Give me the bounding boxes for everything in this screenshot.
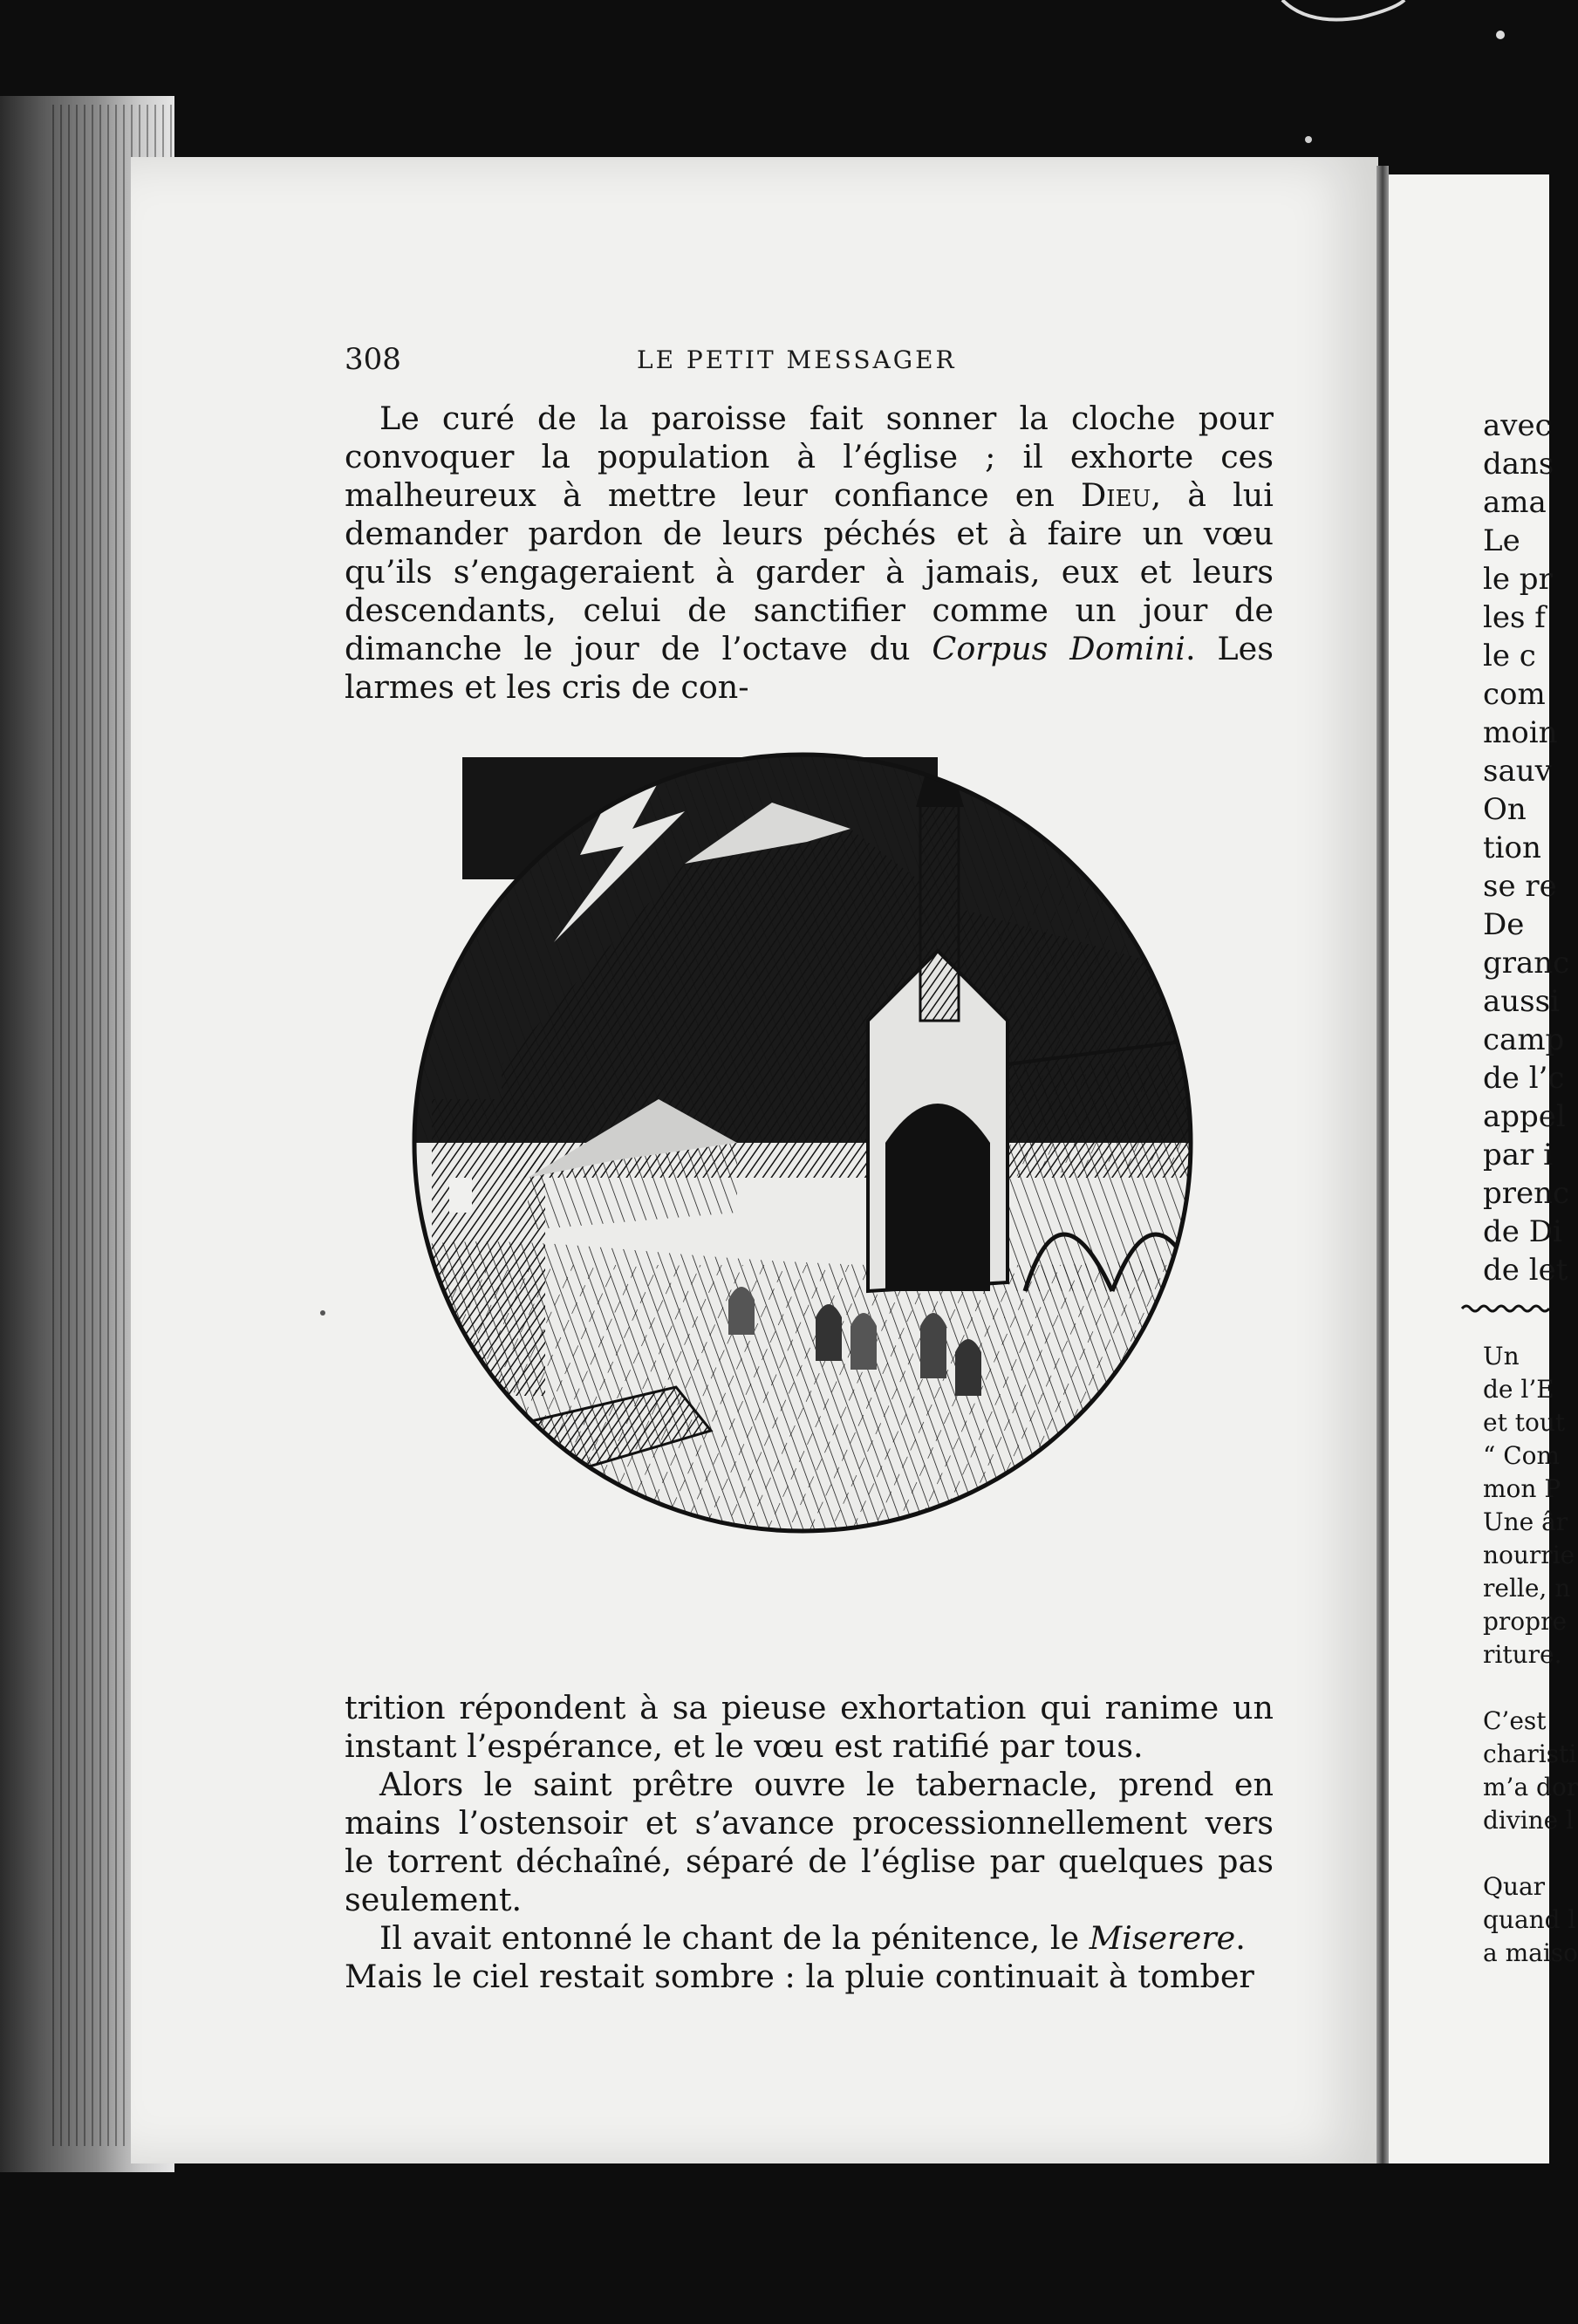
text-dieu: Dieu [1081,476,1151,514]
fragment-line: charisti [1483,1740,1577,1768]
bottom-text-block [345,1689,1274,1996]
fragment-line: prenc [1483,1176,1570,1211]
text-run: . [1235,1919,1246,1957]
text-miserere: Miserere [1089,1919,1236,1957]
fragment-line: mon P [1483,1474,1561,1503]
text-corpus-domini: Corpus Domini [932,630,1185,667]
fragment-line: Un [1483,1342,1520,1370]
fragment-line: Quar [1483,1872,1546,1901]
fragment-line: de Di [1483,1214,1562,1249]
paragraph-contrition: trition répondent à sa pieuse exhortation qui ranime un instant l’espérance, et le vœu est ratifié par tous. [345,1689,1274,1765]
text-run: , à lui demander pardon de leurs péchés et à faire un vœu qu’ils s’engageraient à garder à jamais, eux et leurs descendants, celui de sanctifier comme un jour de dimanche le jour de l’octave du [345,476,1274,667]
fragment-line: par i [1483,1138,1553,1172]
paragraph-ciel-sombre: Mais le ciel restait sombre : la pluie continuait à tomber [345,1958,1254,1995]
fragment-line: sauv [1483,754,1552,789]
fragment-line: appel [1483,1099,1566,1134]
fragment-line [1483,1837,1561,1870]
right-page-footnote-fragments [1483,1340,1578,1970]
paragraph-miserere [345,1919,1274,1958]
fragment-line: de l’c [1483,1061,1565,1096]
fragment-line: “ Com [1483,1441,1561,1470]
fragment-line: On [1483,792,1527,827]
fragment-line: les f [1483,600,1546,635]
fragment-line: se re [1483,869,1557,904]
fragment-line: nourrie [1483,1541,1575,1569]
fragment-line: Une âr [1483,1507,1568,1536]
fragment-line: relle, n [1483,1574,1571,1603]
fragment-line [1483,1671,1561,1705]
fragment-line: ama [1483,485,1547,520]
fragment-line: com [1483,677,1546,712]
fragment-line: quand l [1483,1905,1576,1934]
fragment-line: dans [1483,447,1554,482]
fragment-line: C’est [1483,1706,1547,1735]
fragment-line: Le [1483,523,1520,558]
fragment-line: propre [1483,1607,1568,1636]
footnote-separator [1462,1303,1549,1314]
fragment-line: le pr [1483,562,1553,597]
text-run: . Les larmes et les cris de con- [345,630,1274,706]
paragraph-tabernacle: Alors le saint prêtre ouvre le tabernacle, prend en mains l’ostensoir et s’avance processionnellement vers le torrent déchaîné, séparé de l’église par quelques pas seulement. [345,1766,1274,1918]
book-gutter [1376,166,1389,2163]
fragment-line: De [1483,907,1525,942]
fragment-line: moin [1483,715,1558,750]
fragment-line: divine l [1483,1806,1575,1835]
fragment-line: granc [1483,946,1570,981]
fragment-line: camp [1483,1022,1565,1057]
running-head [345,342,1274,380]
fragment-line: de let [1483,1253,1568,1288]
text-run: Le curé de la paroisse fait sonner la cloche pour convoquer la population à l’église ; il exhorte ces malheureux à mettre leur confiance en [345,400,1274,514]
fragment-line: aussi [1483,984,1560,1019]
fragment-line: avec [1483,408,1552,443]
fragment-line: riture. [1483,1640,1562,1669]
fragment-line: le c [1483,639,1536,673]
paragraph-cure [345,400,1274,707]
fragment-line: de l’E [1483,1375,1554,1404]
fragment-line: tion [1483,830,1541,865]
page-number: 308 [345,342,401,377]
right-page-body-fragments [1483,407,1570,1289]
fragment-line: a maiso [1483,1938,1578,1967]
top-text-block [345,400,1274,707]
fragment-line: m’a dor [1483,1773,1578,1801]
text-run: Il avait entonné le chant de la pénitence, le [379,1919,1090,1957]
flood-church-engraving [397,689,1208,1562]
fragment-line: et tout [1483,1408,1566,1437]
journal-title: LE PETIT MESSAGER [637,345,957,374]
